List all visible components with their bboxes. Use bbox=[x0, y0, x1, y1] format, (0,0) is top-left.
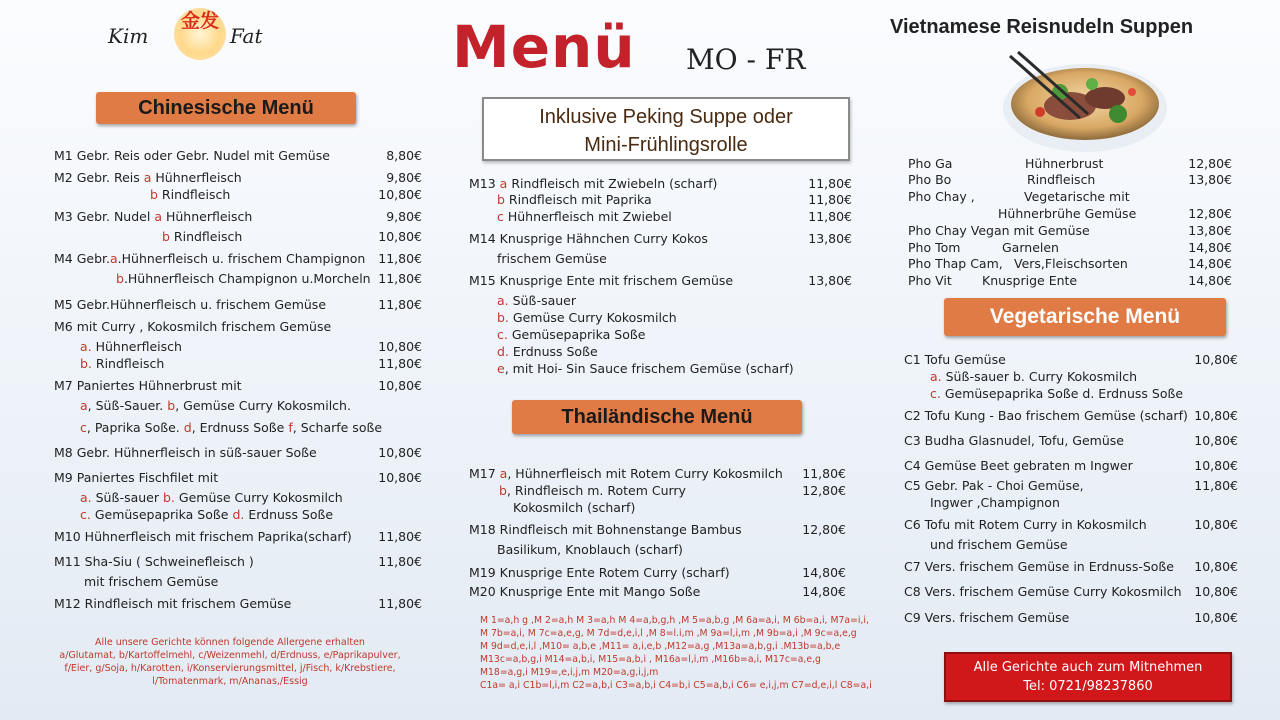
item-text: Hühnerfleisch mit Zwiebel bbox=[503, 209, 672, 224]
item-price: 11,80€ bbox=[378, 297, 422, 312]
option-letter: a. bbox=[497, 293, 509, 308]
item-price: 11,80€ bbox=[378, 596, 422, 611]
allergen-note-line: a/Glutamat, b/Kartoffelmehl, c/Weizenmehl, d/Erdnuss, e/Paprikapulver, bbox=[59, 650, 401, 661]
option-letter: a bbox=[110, 251, 118, 266]
option-letter: c. bbox=[80, 507, 91, 522]
item-price: 10,80€ bbox=[378, 187, 422, 202]
item-text: M14 Knusprige Hähnchen Curry Kokos bbox=[469, 231, 708, 246]
section-vegetarian: Vegetarische Menü bbox=[944, 298, 1226, 336]
item-text: mit frischem Gemüse bbox=[84, 574, 219, 589]
item-price: 11,80€ bbox=[808, 176, 852, 191]
item-text: und frischem Gemüse bbox=[930, 537, 1068, 552]
pho-description: Hühnerbrust bbox=[1025, 156, 1104, 171]
option-letter: a. bbox=[80, 490, 92, 505]
item-text: , Hühnerfleisch mit Rotem Curry Kokosmilch bbox=[507, 466, 783, 481]
option-letter: b bbox=[150, 187, 158, 202]
item-text: Basilikum, Knoblauch (scharf) bbox=[497, 542, 683, 557]
pho-name: Pho Bo bbox=[908, 172, 952, 187]
option-letter: d. bbox=[497, 344, 509, 359]
item-price: 11,80€ bbox=[378, 271, 422, 286]
option-letter: b bbox=[167, 398, 176, 413]
item-text: frischem Gemüse bbox=[497, 251, 607, 266]
option-letter: a bbox=[80, 398, 88, 413]
allergen-code-line: M 1=a,h g ,M 2=a,h M 3=a,h M 4=a,b,g,h ,M 5=a,b,g ,M 6a=a,i, M 6b=a,i, M7a=i,i, bbox=[480, 615, 869, 626]
item-text: C1 Tofu Gemüse bbox=[904, 352, 1006, 367]
option-letter: e bbox=[497, 361, 505, 376]
item-price: 10,80€ bbox=[378, 339, 422, 354]
pho-name: Pho Tom bbox=[908, 240, 961, 255]
item-price: 14,80€ bbox=[1188, 240, 1232, 255]
option-letter: a. bbox=[930, 369, 942, 384]
item-text: Kokosmilch (scharf) bbox=[513, 500, 636, 515]
pho-name: Pho Chay Vegan mit Gemüse bbox=[908, 223, 1090, 238]
inklusive-line-1: Inklusive Peking Suppe oder bbox=[539, 106, 793, 128]
menu-item-line bbox=[904, 408, 1188, 424]
allergen-code-line: M13c=a,b,g,i M14=a,b,i, M15=a,b,i , M16a=l,i,m ,M16b=a,i, M17c=a,e,g bbox=[480, 654, 821, 665]
item-text: .Hühnerfleisch Champignon u.Morcheln bbox=[123, 271, 371, 286]
takeaway-phone: Tel: 0721/98237860 bbox=[1023, 679, 1153, 694]
item-text: Hühnerfleisch bbox=[91, 339, 182, 354]
item-text: Rindfleisch mit Zwiebeln (scharf) bbox=[507, 176, 718, 191]
option-letter: c. bbox=[930, 386, 941, 401]
item-price: 9,80€ bbox=[386, 209, 422, 224]
item-text: Süß-sauer bbox=[91, 490, 163, 505]
item-text: M18 Rindfleisch mit Bohnenstange Bambus bbox=[469, 522, 742, 537]
option-letter: d bbox=[183, 420, 192, 435]
item-text: Rindfleisch bbox=[157, 187, 231, 202]
section-chinese: Chinesische Menü bbox=[96, 92, 356, 124]
item-price: 10,80€ bbox=[1194, 517, 1238, 532]
item-price: 10,80€ bbox=[378, 229, 422, 244]
item-text: Süß-sauer b. Curry Kokosmilch bbox=[941, 369, 1138, 384]
option-letter: b. bbox=[163, 490, 175, 505]
option-letter: c bbox=[497, 209, 504, 224]
allergen-code-line: M 7b=a,i, M 7c=a,e,g, M 7d=d,e,i,l ,M 8=l.i,m ,M 9a=l,i,m ,M 9b=a,i ,M 9c=a,e,g bbox=[480, 628, 857, 639]
menu-item-line bbox=[930, 369, 1137, 385]
item-price: 11,80€ bbox=[808, 209, 852, 224]
item-price: 14,80€ bbox=[802, 565, 846, 580]
item-text: , Gemüse Curry Kokosmilch. bbox=[175, 398, 351, 413]
item-price: 11,80€ bbox=[378, 251, 422, 266]
item-text: C6 Tofu mit Rotem Curry in Kokosmilch bbox=[904, 517, 1147, 532]
item-text: M13 bbox=[469, 176, 500, 191]
option-letter: b bbox=[116, 271, 124, 286]
item-text: C4 Gemüse Beet gebraten m Ingwer bbox=[904, 458, 1133, 473]
item-price: 14,80€ bbox=[1188, 256, 1232, 271]
item-text: Rindfleisch bbox=[169, 229, 243, 244]
pho-name: Pho Thap Cam, bbox=[908, 256, 1003, 271]
option-letter: f bbox=[288, 420, 293, 435]
menu-item-line bbox=[904, 559, 1174, 575]
option-letter: c. bbox=[497, 327, 508, 342]
option-letter: a bbox=[499, 466, 508, 481]
pho-name: Pho Ga bbox=[908, 156, 953, 171]
logo-text-left: Kim bbox=[108, 24, 149, 48]
option-letter: c bbox=[80, 420, 87, 435]
item-text: M17 bbox=[469, 466, 500, 481]
item-text: M1 Gebr. Reis oder Gebr. Nudel mit Gemüse bbox=[54, 148, 330, 163]
item-text: M6 mit Curry , Kokosmilch frischem Gemüse bbox=[54, 319, 332, 334]
allergen-code-line: M 9d=d,e,i,l ,M10= a,b,e ,M11= a,i,e,b ,M12=a,g ,M13a=a,b,g,i .M13b=a,b,e bbox=[480, 641, 841, 652]
item-price: 10,80€ bbox=[1194, 433, 1238, 448]
item-text: M11 Sha-Siu ( Schweinefleisch ) bbox=[54, 554, 254, 569]
item-text: C7 Vers. frischem Gemüse in Erdnuss-Soße bbox=[904, 559, 1174, 574]
allergen-code-line: C1a= a,i C1b=l,i,m C2=a,b,i C3=a,b,i C4=b,i C5=a,b,i C6= e,i,j,m C7=d,e,i,l C8=a,i bbox=[480, 680, 872, 691]
pho-description: Hühnerbrühe Gemüse bbox=[998, 206, 1137, 221]
item-price: 12,80€ bbox=[802, 483, 846, 498]
item-price: 10,80€ bbox=[1194, 352, 1238, 367]
menu-item-line bbox=[904, 352, 1006, 368]
item-text: M4 Gebr. bbox=[54, 251, 110, 266]
item-text: C8 Vers. frischem Gemüse Curry Kokosmilch bbox=[904, 584, 1182, 599]
item-text: Gemüsepaprika Soße d. Erdnuss Soße bbox=[940, 386, 1184, 401]
menu-item-line bbox=[930, 537, 1068, 553]
item-price: 12,80€ bbox=[1188, 156, 1232, 171]
allergen-code-line: M18=a,g,i M19=,e,i,j,m M20=a,g,i,j,m bbox=[480, 667, 659, 678]
item-text: Ingwer ,Champignon bbox=[930, 495, 1060, 510]
item-price: 10,80€ bbox=[378, 378, 422, 393]
item-text: M7 Paniertes Hühnerbrust mit bbox=[54, 378, 242, 393]
item-text: M15 Knusprige Ente mit frischem Gemüse bbox=[469, 273, 734, 288]
menu-item-line bbox=[904, 433, 1124, 449]
item-price: 8,80€ bbox=[386, 148, 422, 163]
item-price: 13,80€ bbox=[1188, 172, 1232, 187]
item-text: M3 Gebr. Nudel bbox=[54, 209, 155, 224]
inklusive-line-2: Mini-Frühlingsrolle bbox=[584, 134, 748, 156]
pho-name: Pho Chay , bbox=[908, 189, 975, 204]
menu-item-line bbox=[904, 517, 1147, 533]
option-letter: b bbox=[497, 192, 505, 207]
item-text: Gemüse Curry Kokosmilch bbox=[174, 490, 343, 505]
item-text: M8 Gebr. Hühnerfleisch in süß-sauer Soße bbox=[54, 445, 317, 460]
pho-description: Vers,Fleischsorten bbox=[1014, 256, 1128, 271]
item-text: M12 Rindfleisch mit frischem Gemüse bbox=[54, 596, 292, 611]
item-text: , Rindfleisch m. Rotem Curry bbox=[506, 483, 686, 498]
item-text: Hühnerfleisch bbox=[151, 170, 242, 185]
allergen-note-line: f/Eier, g/Soja, h/Karotten, i/Konservierungsmittel, j/Fisch, k/Krebstiere, bbox=[64, 663, 396, 674]
allergen-note-line: l/Tomatenmark, m/Ananas,/Essig bbox=[152, 676, 308, 687]
pho-description: Garnelen bbox=[1002, 240, 1059, 255]
item-text: , Paprika Soße. bbox=[86, 420, 184, 435]
item-price: 11,80€ bbox=[808, 192, 852, 207]
item-text: , Scharfe soße bbox=[292, 420, 383, 435]
option-letter: a bbox=[499, 176, 508, 191]
item-text: M19 Knusprige Ente Rotem Curry (scharf) bbox=[469, 565, 730, 580]
option-letter: b. bbox=[497, 310, 509, 325]
option-letter: a. bbox=[80, 339, 92, 354]
item-text: M5 Gebr.Hühnerfleisch u. frischem Gemüse bbox=[54, 297, 327, 312]
item-price: 10,80€ bbox=[378, 445, 422, 460]
item-text: M2 Gebr. Reis bbox=[54, 170, 144, 185]
menu-item-line bbox=[930, 386, 1183, 402]
pho-description: Vegetarische mit bbox=[1024, 189, 1130, 204]
option-letter: b bbox=[499, 483, 507, 498]
option-letter: a bbox=[143, 170, 152, 185]
pho-description: Knusprige Ente bbox=[982, 273, 1078, 288]
item-price: 10,80€ bbox=[1194, 584, 1238, 599]
item-price: 11,80€ bbox=[378, 529, 422, 544]
item-text: Rindfleisch bbox=[91, 356, 165, 371]
item-price: 10,80€ bbox=[378, 470, 422, 485]
pho-header: Vietnamese Reisnudeln Suppen bbox=[890, 16, 1194, 38]
item-text: M9 Paniertes Fischfilet mit bbox=[54, 470, 219, 485]
item-text: .Hühnerfleisch u. frischem Champignon bbox=[117, 251, 366, 266]
item-text: M20 Knusprige Ente mit Mango Soße bbox=[469, 584, 701, 599]
item-text: Erdnuss Soße bbox=[244, 507, 334, 522]
item-price: 11,80€ bbox=[378, 554, 422, 569]
option-letter: b bbox=[162, 229, 170, 244]
menu-item-line bbox=[904, 610, 1069, 626]
menu-title: Menü bbox=[452, 13, 636, 81]
item-price: 11,80€ bbox=[378, 356, 422, 371]
item-price: 9,80€ bbox=[386, 170, 422, 185]
item-price: 12,80€ bbox=[802, 522, 846, 537]
option-letter: d. bbox=[232, 507, 245, 522]
item-price: 13,80€ bbox=[808, 231, 852, 246]
item-price: 11,80€ bbox=[802, 466, 846, 481]
item-price: 13,80€ bbox=[1188, 223, 1232, 238]
logo-chinese-characters: 金发 bbox=[180, 10, 219, 32]
item-text: C5 Gebr. Pak - Choi Gemüse, bbox=[904, 478, 1084, 493]
item-price: 14,80€ bbox=[802, 584, 846, 599]
item-text: Gemüse Curry Kokosmilch bbox=[508, 310, 677, 325]
takeaway-line-1: Alle Gerichte auch zum Mitnehmen bbox=[973, 660, 1203, 675]
pho-description: Rindfleisch bbox=[1027, 172, 1096, 187]
item-text: C2 Tofu Kung - Bao frischem Gemüse (scharf) bbox=[904, 408, 1188, 423]
item-price: 10,80€ bbox=[1194, 408, 1238, 423]
item-price: 11,80€ bbox=[1194, 478, 1238, 493]
item-price: 12,80€ bbox=[1188, 206, 1232, 221]
item-text: Hühnerfleisch bbox=[161, 209, 253, 224]
item-text: , Süß-Sauer. bbox=[87, 398, 168, 413]
item-price: 13,80€ bbox=[808, 273, 852, 288]
item-text: Erdnuss Soße bbox=[508, 344, 598, 359]
menu-item-line bbox=[930, 495, 1060, 511]
item-text: , Erdnuss Soße bbox=[191, 420, 289, 435]
logo-text-right: Fat bbox=[230, 24, 263, 48]
pho-name: Pho Vit bbox=[908, 273, 952, 288]
item-text: C3 Budha Glasnudel, Tofu, Gemüse bbox=[904, 433, 1124, 448]
item-text: Süß-sauer bbox=[508, 293, 577, 308]
item-text: Gemüsepaprika Soße bbox=[90, 507, 233, 522]
item-price: 10,80€ bbox=[1194, 559, 1238, 574]
days-label: MO - FR bbox=[686, 43, 806, 76]
item-text: M10 Hühnerfleisch mit frischem Paprika(scharf) bbox=[54, 529, 352, 544]
menu-item-line bbox=[904, 478, 1084, 494]
item-text: Gemüsepaprika Soße bbox=[507, 327, 646, 342]
option-letter: b. bbox=[80, 356, 92, 371]
item-price: 10,80€ bbox=[1194, 458, 1238, 473]
takeaway-box bbox=[944, 652, 1232, 702]
item-text: , mit Hoi- Sin Sauce frischem Gemüse (scharf) bbox=[504, 361, 794, 376]
item-text: Rindfleisch mit Paprika bbox=[504, 192, 652, 207]
allergen-note-line: Alle unsere Gerichte können folgende Allergene erhalten bbox=[95, 637, 365, 648]
item-price: 14,80€ bbox=[1188, 273, 1232, 288]
option-letter: a bbox=[154, 209, 162, 224]
item-text: C9 Vers. frischem Gemüse bbox=[904, 610, 1070, 625]
section-thai: Thailändische Menü bbox=[512, 400, 802, 434]
item-price: 10,80€ bbox=[1194, 610, 1238, 625]
menu-item-line bbox=[904, 584, 1182, 600]
menu-item-line bbox=[904, 458, 1133, 474]
